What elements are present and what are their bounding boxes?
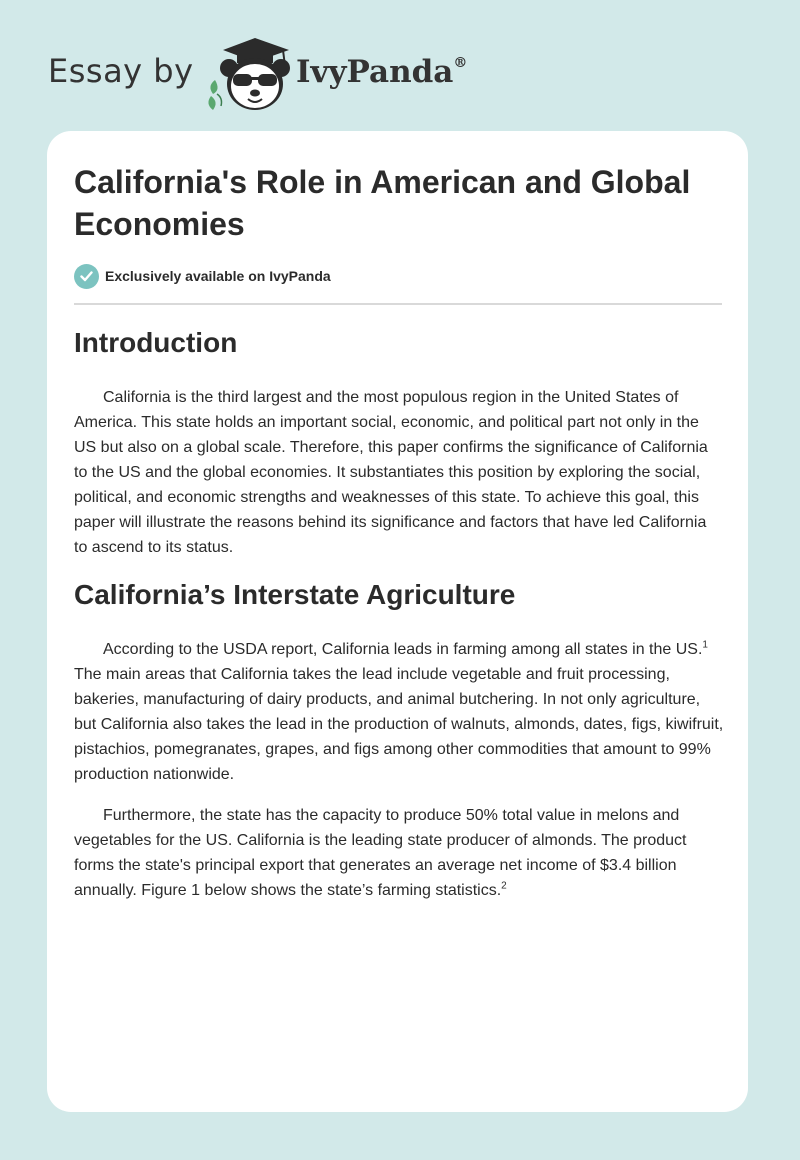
article-card	[47, 131, 748, 1112]
footnote-1-link[interactable]: 1	[702, 639, 708, 651]
essay-by-label: Essay by	[48, 52, 194, 90]
brand-name: IvyPanda®	[296, 54, 468, 90]
paragraph-agriculture-2: Furthermore, the state has the capacity to produce 50% total value in melons and vegetables for the US. California is the leading state producer of almonds. The product forms the state's principal export that generates an average net income of $3.4 billion annually. Figure 1 below shows the state’s farming statistics.$^2$	[74, 807, 687, 899]
exclusive-label: Exclusively available on IvyPanda	[105, 268, 331, 284]
paragraph-introduction: California is the third largest and the most populous region in the United States of America. This state holds an important social, economic, and political part not only in the US but also on a global scale. Therefore, this paper confirms the significance of California to the US and the global economies. It substantiates this position by exploring the social, political, and economic strengths and weaknesses of this state. To achieve this goal, this paper will illustrate the reasons behind its significance and factors that have led California to ascend to its status.	[74, 389, 708, 556]
page-title: California's Role in American and Global Economies	[74, 164, 691, 242]
paragraph-agriculture-1: According to the USDA report, California leads in farming among all states in the US.$^1$ The main areas that California takes the lead include vegetable and fruit processing, bakeries, manufacturing of dairy products, and animal butchering. In not only agriculture, but California also takes the lead in the production of walnuts, almonds, dates, figs, kiwifruit, pistachios, pomegranates, grapes, and figs among other commodities that amount to 99% production nationwide.	[74, 639, 724, 783]
title-divider	[74, 303, 722, 305]
site-header	[48, 32, 508, 112]
check-icon	[74, 264, 99, 289]
section-heading-introduction: Introduction	[74, 327, 238, 358]
exclusive-badge	[74, 263, 331, 289]
section-heading-agriculture: California’s Interstate Agriculture	[74, 579, 516, 610]
footnote-2-link[interactable]: 2	[501, 880, 507, 892]
ivypanda-logo-icon[interactable]	[203, 36, 298, 112]
